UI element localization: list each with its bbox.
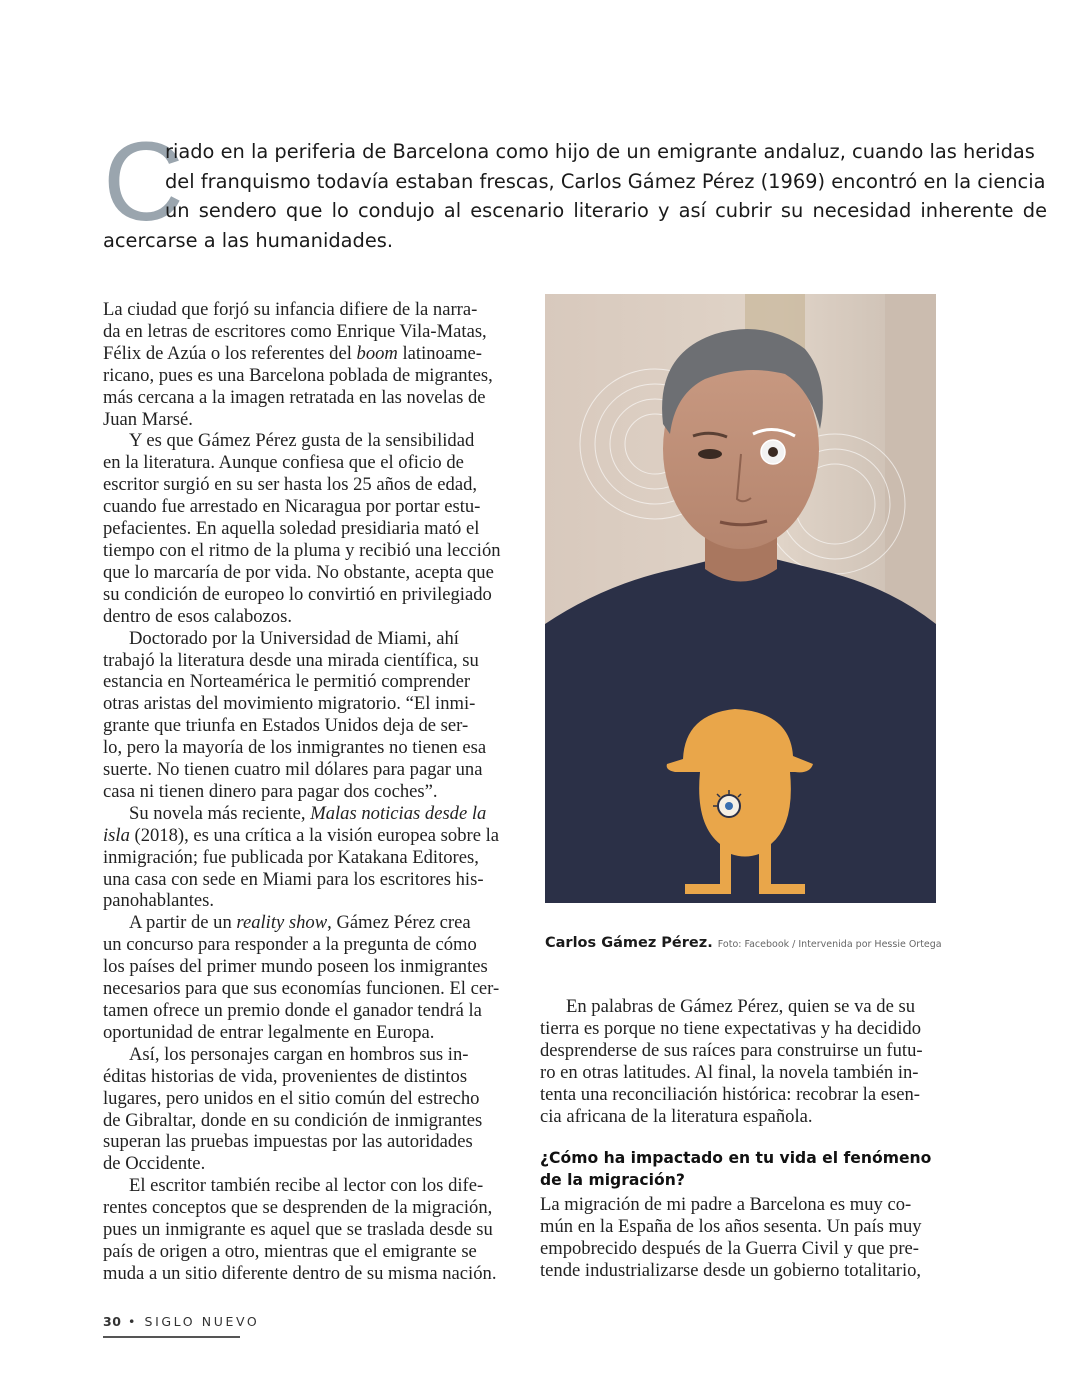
- body-line: suerte. No tienen cuatro mil dólares para pagar una: [103, 759, 483, 781]
- body-line: su condición de europeo lo convirtió en privilegiado: [103, 583, 492, 605]
- body-line: El escritor también recibe al lector con los dife-: [129, 1175, 484, 1197]
- body-line: de Occidente.: [103, 1153, 206, 1175]
- body-line: pues un inmigrante es aquel que se traslada desde su: [103, 1219, 493, 1241]
- body-line: ricano, pues es una Barcelona poblada de migrantes,: [103, 364, 493, 386]
- body-line: da en letras de escritores como Enrique Vila-Matas,: [103, 320, 487, 342]
- body-line: lugares, pero unidos en el sitio común del estrecho: [103, 1087, 480, 1109]
- footer-rule: [103, 1336, 240, 1338]
- body-line: tiempo con el ritmo de la pluma y recibió una lección: [103, 539, 501, 561]
- body-line: Así, los personajes cargan en hombros sus in-: [129, 1043, 469, 1065]
- page-number: 30: [103, 1314, 122, 1329]
- body-line: A partir de un reality show, Gámez Pérez crea: [129, 912, 471, 934]
- body-line: Y es que Gámez Pérez gusta de la sensibilidad: [129, 430, 475, 452]
- intro-paragraph: [103, 137, 1048, 255]
- body-line: otras aristas del movimiento migratorio. “El inmi-: [103, 693, 476, 715]
- answer-line: La migración de mi padre a Barcelona es muy co-: [540, 1194, 912, 1215]
- body-line: inmigración; fue publicada por Katakana Editores,: [103, 846, 479, 868]
- body-line: una casa con sede en Miami para los escritores his-: [103, 868, 484, 890]
- answer-line: tende industrializarse desde un gobierno totalitario,: [540, 1259, 922, 1281]
- body-line: los países del primer mundo poseen los inmigrantes: [103, 956, 488, 978]
- body-line: muda a un sitio diferente dentro de su misma nación.: [103, 1262, 497, 1284]
- caption-credit: Foto: Facebook / Intervenida por Hessie Ortega: [717, 939, 942, 950]
- body-line: dentro de esos calabozos.: [103, 605, 292, 627]
- body-line: La ciudad que forjó su infancia difiere de la narra-: [103, 299, 478, 320]
- interview-answer: [540, 1194, 937, 1282]
- intro-line: acercarse a las humanidades.: [103, 228, 394, 252]
- footer-separator: •: [127, 1314, 138, 1329]
- author-portrait-illustration: [545, 294, 936, 903]
- body-line: superan las pruebas impuestas por las autoridades: [103, 1131, 473, 1153]
- body-line: casa ni tienen dinero para pagar dos coches”.: [103, 780, 438, 802]
- body-line: necesarios para que sus economías funcionen. El cer-: [103, 978, 500, 1000]
- body-line: oportunidad de entrar legalmente en Europa.: [103, 1021, 435, 1043]
- magazine-name: SIGLO NUEVO: [144, 1314, 260, 1329]
- body-line: escritor surgió en su ser hasta los 25 años de edad,: [103, 474, 478, 496]
- body-line: tierra es porque no tiene expectativas y ha decidido: [540, 1017, 922, 1039]
- body-line: cia africana de la literatura española.: [540, 1105, 813, 1127]
- body-line: Doctorado por la Universidad de Miami, ahí: [129, 627, 459, 649]
- body-line: tamen ofrece un premio donde el ganador tendrá la: [103, 1000, 482, 1021]
- interview-question: ¿Cómo ha impactado en tu vida el fenómeno de la migración?: [540, 1149, 932, 1189]
- intro-line: riado en la periferia de Barcelona como hijo de un emigrante andaluz, cuando las heridas: [165, 140, 1035, 163]
- page-footer: [103, 1314, 259, 1329]
- body-line: Félix de Azúa o los referentes del boom latinoame-: [103, 342, 482, 364]
- body-line: panohablantes.: [103, 890, 215, 912]
- body-line: lo, pero la mayoría de los inmigrantes no tienen esa: [103, 737, 487, 759]
- body-line: más cercana a la imagen retratada en las novelas de: [103, 386, 486, 408]
- right-column: [540, 996, 937, 1127]
- author-photo: [545, 294, 936, 903]
- body-line: tenta una reconciliación histórica: recobrar la esen-: [540, 1083, 920, 1105]
- body-line: En palabras de Gámez Pérez, quien se va de su: [566, 996, 916, 1017]
- body-line: estancia en Norteamérica le permitió comprender: [103, 671, 471, 693]
- body-line: isla (2018), es una crítica a la visión europea sobre la: [103, 824, 500, 846]
- intro-line: del franquismo todavía estaban frescas, Carlos Gámez Pérez (1969) encontró en la ciencia: [165, 169, 1046, 193]
- body-line: desprenderse de sus raíces para construirse un futu-: [540, 1039, 923, 1061]
- body-line: cuando fue arrestado en Nicaragua por portar estu-: [103, 496, 481, 518]
- dropcap: C: [103, 119, 184, 244]
- body-line: en la literatura. Aunque confiesa que el oficio de: [103, 452, 464, 474]
- intro-line: un sendero que lo condujo al escenario literario y así cubrir su necesidad inherente de: [165, 199, 1048, 222]
- answer-line: empobrecido después de la Guerra Civil y que pre-: [540, 1237, 919, 1259]
- body-line: éditas historias de vida, provenientes de distintos: [103, 1065, 468, 1087]
- photo-caption: [545, 932, 945, 951]
- answer-line: mún en la España de los años sesenta. Un país muy: [540, 1215, 922, 1237]
- body-line: de Gibraltar, donde en su condición de inmigrantes: [103, 1109, 483, 1131]
- body-line: grante que triunfa en Estados Unidos deja de ser-: [103, 715, 469, 737]
- body-line: que lo marcaría de por vida. No obstante, acepta que: [103, 561, 494, 583]
- body-line: pefacientes. En aquella soledad presidiaria mató el: [103, 518, 480, 540]
- body-line: trabajó la literatura desde una mirada científica, su: [103, 649, 479, 671]
- caption-name: Carlos Gámez Pérez.: [545, 935, 713, 951]
- body-line: ro en otras latitudes. Al final, la novela también in-: [540, 1061, 919, 1083]
- body-line: Juan Marsé.: [103, 408, 193, 430]
- body-line: un concurso para responder a la pregunta de cómo: [103, 934, 477, 956]
- body-line: rentes conceptos que se desprenden de la migración,: [103, 1197, 493, 1219]
- left-column: [103, 299, 501, 1285]
- body-line: Su novela más reciente, Malas noticias desde la: [129, 802, 487, 824]
- body-line: país de origen a otro, mientras que el emigrante se: [103, 1240, 477, 1262]
